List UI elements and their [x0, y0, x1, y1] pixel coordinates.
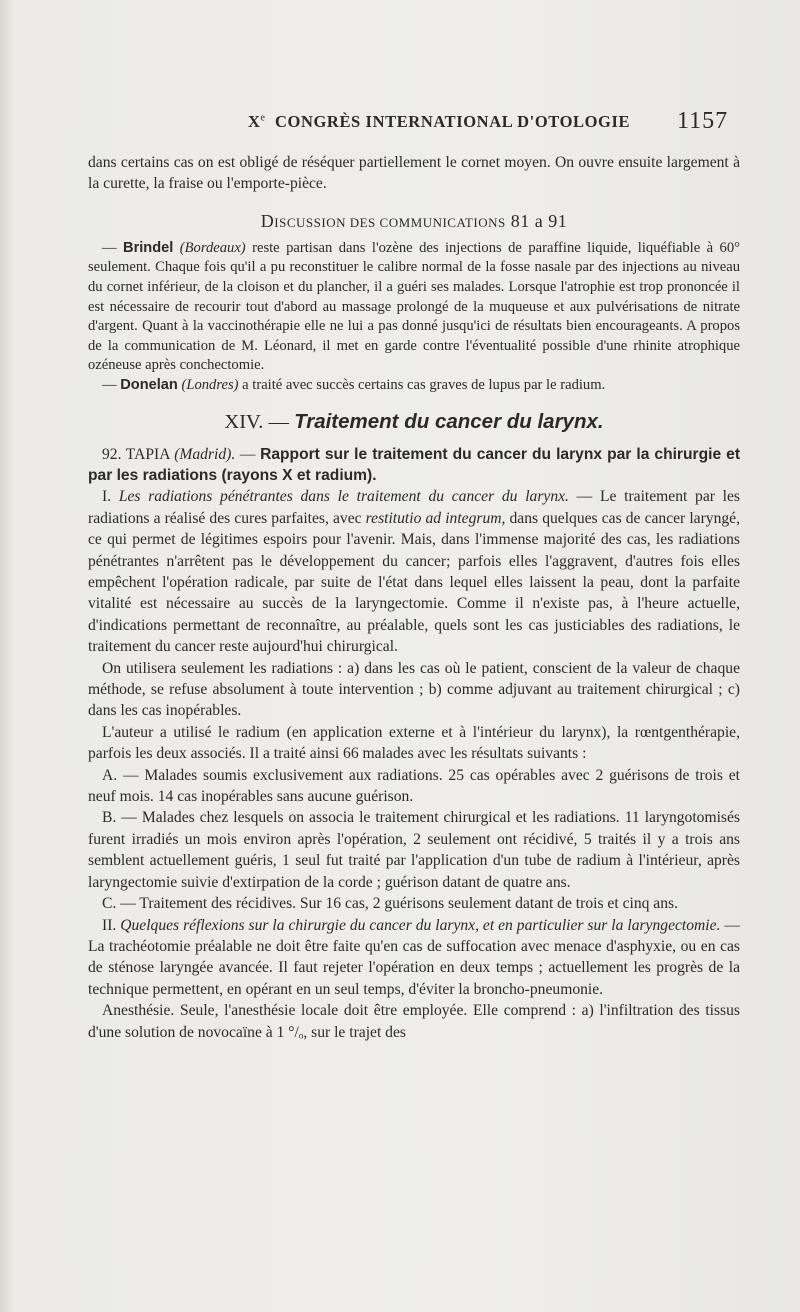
brindel-paragraph: [88, 239, 740, 376]
congress-ordinal: X: [248, 112, 261, 131]
speaker-place: (Bordeaux): [179, 239, 246, 256]
part-label: II.: [102, 916, 121, 934]
section-heading: [88, 408, 740, 436]
running-header: [0, 106, 800, 136]
running-title: [248, 112, 630, 132]
heading-smallcaps: ISCUSSION DES COMMUNICATIONS: [274, 214, 506, 230]
part-two-paragraph: [88, 915, 740, 1001]
dash: —: [102, 376, 121, 393]
latin-phrase: restitutio ad integrum,: [365, 509, 506, 527]
paragraph-text: dans quelques cas de cancer laryngé, ce qui permet de légitimes espoirs pour l'avenir. Mais, dans l'immense majorité des cas, les radiations pénétrantes n'arrêtent pas le développement du cancer; parfois elles l'aggravent, d'autres fois elles empêchent l'opération radicale, par suite de l'état dans lequel elles laissent la peau, dont la parfaite vitalité est nécessaire au succès de la laryngectomie. Comme il n'existe pas, à l'heure actuelle, d'indications permettant de reconnaître, au préalable, quels sont les cas justiciables des radiations, le traitement du cancer reste aujourd'hui chirurgical.: [88, 509, 740, 656]
section-title: Traitement du cancer du larynx.: [294, 409, 604, 433]
result-b-paragraph: B. — Malades chez lesquels on associa le traitement chirurgical et les radiations. 11 laryngotomisés furent irradiés un mois environ après l'opération, 2 seulement ont récidivé, 5 traités il y a trois ans semblent actuellement guéris, 1 seul fut traité par l'application d'un tube de radium à l'intérieur, après laryngectomie suivie d'extirpation de la corde ; guérison datant de quatre ans.: [88, 809, 740, 891]
speaker-place: (Londres): [181, 376, 239, 393]
speaker-name: Donelan: [120, 376, 178, 393]
dash: —: [235, 445, 261, 463]
result-a-paragraph: A. — Malades soumis exclusivement aux radiations. 25 cas opérables avec 2 guérisons de trois et neuf mois. 14 cas inopérables sans aucune guérison.: [88, 766, 740, 806]
speaker-name: Brindel: [123, 239, 174, 256]
speaker-text: reste partisan dans l'ozène des injections de paraffine liquide, liquéfiable à 60° seulement. Chaque fois qu'il a pu reconstituer le calibre normal de la fosse nasale par des injections au niveau du cornet inférieur, de la cloison et du plancher, il a guéri ses malades. Lorsque l'atrophie est trop prononcée il est nécessaire de recourir tout d'abord au massage prolongé de la muqueuse et aux pulvérisations de nitrate d'argent. Quant à la vaccinothérapie elle ne lui a pas donné jusqu'ici de résultats bien encourageants. A propos de la communication de M. Léonard, il met en garde contre l'éventualité possible d'une rhinite atrophique ozéneuse après conchectomie.: [88, 239, 740, 374]
heading-range: 81 a 91: [510, 210, 568, 231]
part-heading: Les radiations pénétrantes dans le traitement du cancer du larynx.: [118, 488, 569, 506]
part-heading: Quelques réflexions sur la chirurgie du cancer du larynx, et en particulier sur la laryngectomie.: [120, 916, 721, 934]
report-number: 92. TAPIA: [102, 445, 175, 463]
report-heading: [88, 444, 740, 487]
report-place: (Madrid).: [174, 445, 236, 463]
heading-initial: D: [260, 210, 275, 231]
congress-title: CONGRÈS INTERNATIONAL D'OTOLOGIE: [275, 112, 631, 131]
donelan-paragraph: [88, 376, 740, 396]
part-label: I.: [102, 488, 119, 506]
anesthesia-paragraph: Anesthésie. Seule, l'anesthésie locale doit être employée. Elle comprend : a) l'infiltration des tissus d'une solution de novocaïne à 1 °/ₒ, sur le trajet des: [88, 1002, 740, 1041]
paragraph-text: — La trachéotomie préalable ne doit être faite qu'en cas de suffocation avec menace d'asphyxie, ou en cas de sténose laryngée avancée. Il faut rejeter l'opération en deux temps ; actuellement les progrès de la technique permettent, en opérant en un seul temps, d'éviter la broncho-pneumonie.: [88, 916, 741, 998]
part-one-paragraph: [88, 486, 740, 657]
radiation-use-paragraph: On utilisera seulement les radiations : a) dans les cas où le patient, conscient de la valeur de chaque méthode, se refuse absolument à toute intervention ; b) comme adjuvant au traitement chirurgical ; c) dans les cas inopérables.: [88, 659, 740, 720]
intro-paragraph: dans certains cas on est obligé de réséquer partiellement le cornet moyen. On ouvre ensuite largement à la curette, la fraise ou l'emporte-pièce.: [88, 154, 740, 193]
body-text: [88, 152, 740, 1043]
paragraph-text: — Le traitement par les radiations a réalisé des cures parfaites, avec: [88, 488, 740, 527]
speaker-text: a traité avec succès certains cas graves de lupus par le radium.: [238, 376, 606, 393]
discussion-heading: [88, 209, 740, 235]
result-c-paragraph: C. — Traitement des récidives. Sur 16 cas, 2 guérisons seulement datant de trois et cinq ans.: [102, 895, 678, 913]
section-number: XIV. —: [224, 410, 295, 433]
author-paragraph: L'auteur a utilisé le radium (en application externe et à l'intérieur du larynx), la rœntgenthérapie, parfois les deux associés. Il a traité ainsi 66 malades avec les résultats suivants :: [88, 723, 740, 763]
page-number: 1157: [677, 108, 729, 134]
dash: —: [102, 239, 124, 256]
ordinal-superscript: e: [260, 112, 266, 124]
report-title: Rapport sur le traitement du cancer du larynx par la chirurgie et par les radiations (rayons X et radium).: [88, 445, 741, 484]
